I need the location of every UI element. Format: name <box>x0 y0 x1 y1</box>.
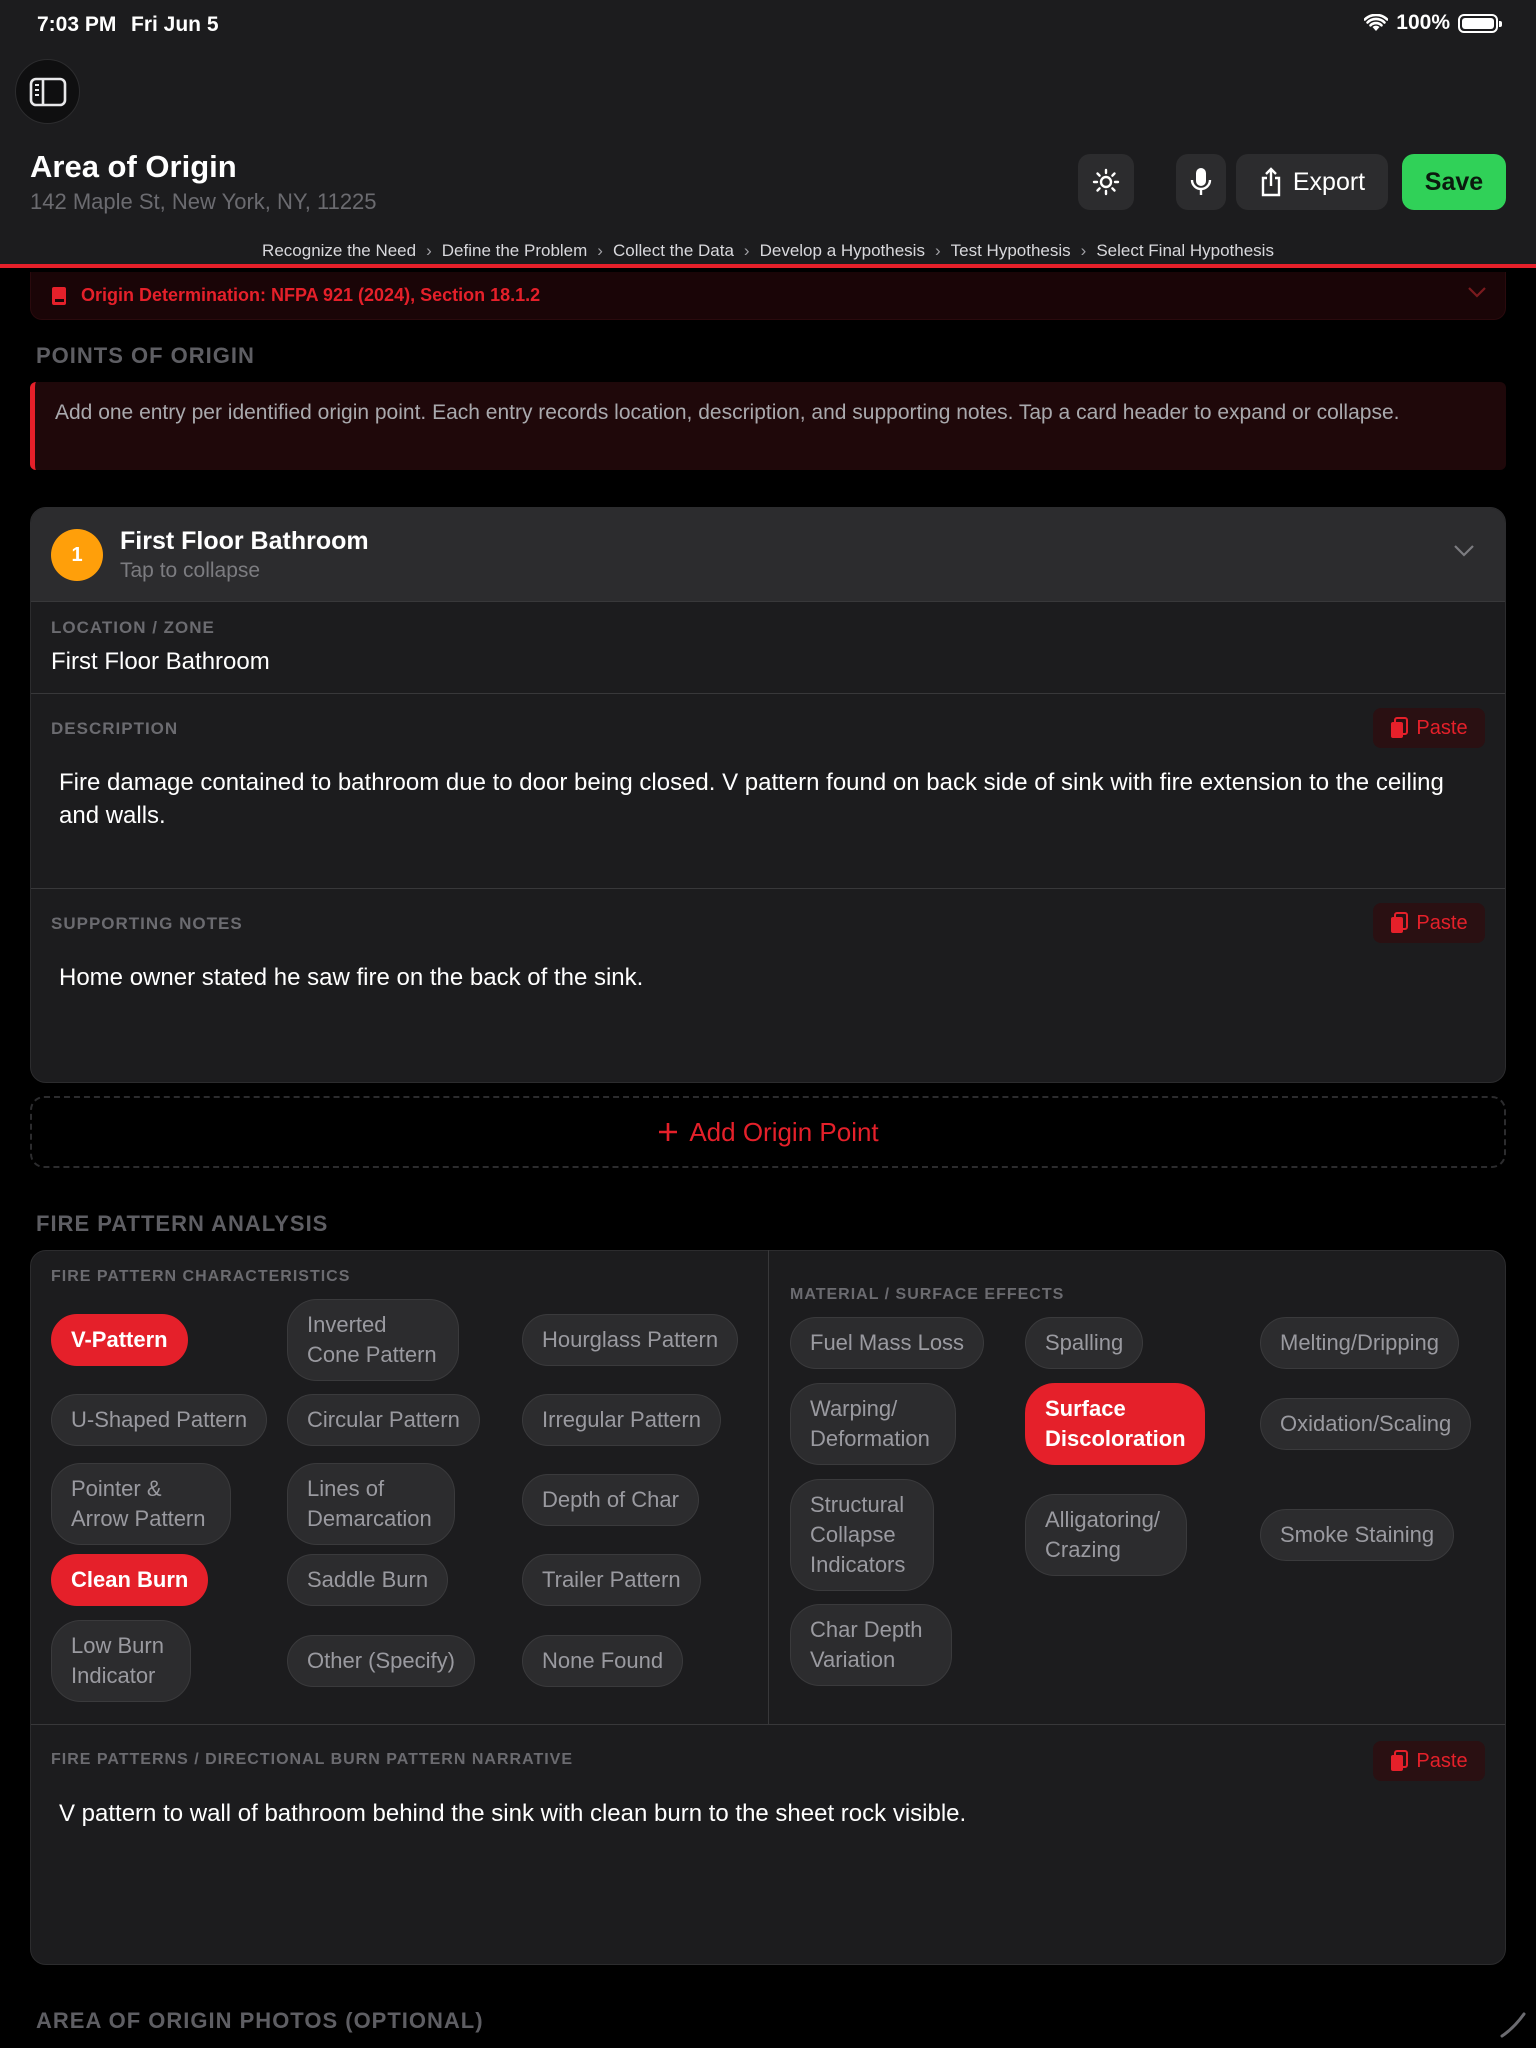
add-origin-label: Add Origin Point <box>689 1116 879 1147</box>
origin-card-title: First Floor Bathroom <box>120 527 369 555</box>
chip-pointer-arrow-pattern[interactable]: Pointer & Arrow Pattern <box>51 1463 231 1545</box>
chip-structural-collapse-indicators[interactable]: Structural Collapse Indicators <box>790 1479 934 1591</box>
add-origin-point-button[interactable] <box>30 1096 1506 1168</box>
clipboard-icon <box>1390 912 1408 934</box>
sun-icon <box>1092 168 1120 196</box>
divider <box>31 1724 1505 1725</box>
narrative-field[interactable]: V pattern to wall of bathroom behind the sink with clean burn to the sheet rock visible. <box>59 1800 967 1827</box>
book-icon <box>51 286 67 306</box>
paste-label: Paste <box>1416 716 1468 739</box>
chip-hourglass-pattern[interactable]: Hourglass Pattern <box>522 1314 738 1366</box>
chip-oxidation-scaling[interactable]: Oxidation/Scaling <box>1260 1398 1471 1450</box>
narrative-paste-button[interactable] <box>1373 1741 1485 1781</box>
chip-trailer-pattern[interactable]: Trailer Pattern <box>522 1554 701 1606</box>
origin-number-badge: 1 <box>51 529 103 581</box>
chip-depth-of-char[interactable]: Depth of Char <box>522 1474 699 1526</box>
chip-none-found[interactable]: None Found <box>522 1635 683 1687</box>
chip-warping-deformation[interactable]: Warping/ Deformation <box>790 1383 956 1465</box>
notes-paste-button[interactable] <box>1373 903 1485 943</box>
page-title: Area of Origin <box>30 149 237 184</box>
chip-spalling[interactable]: Spalling <box>1025 1317 1143 1369</box>
divider <box>31 693 1505 694</box>
chip-surface-discoloration[interactable]: Surface Discoloration <box>1025 1383 1205 1465</box>
location-field[interactable]: First Floor Bathroom <box>51 648 270 675</box>
citation-text: Origin Determination: NFPA 921 (2024), Section 18.1.2 <box>81 285 541 305</box>
paste-label: Paste <box>1416 911 1468 934</box>
chip-irregular-pattern[interactable]: Irregular Pattern <box>522 1394 721 1446</box>
origin-card-header[interactable] <box>31 508 1505 602</box>
chip-inverted-cone-pattern[interactable]: Inverted Cone Pattern <box>287 1299 459 1381</box>
supporting-notes-label: SUPPORTING NOTES <box>51 914 243 933</box>
supporting-notes-field[interactable]: Home owner stated he saw fire on the back of the sink. <box>59 964 644 991</box>
info-banner: Add one entry per identified origin point. Each entry records location, description, and supporting notes. Tap a card header to expand or collapse. <box>30 382 1506 470</box>
chip-smoke-staining[interactable]: Smoke Staining <box>1260 1509 1454 1561</box>
section-title-points-of-origin: POINTS OF ORIGIN <box>36 343 255 368</box>
chevron-down-icon <box>1467 286 1487 298</box>
chip-fuel-mass-loss[interactable]: Fuel Mass Loss <box>790 1317 984 1369</box>
chip-clean-burn[interactable]: Clean Burn <box>51 1554 208 1606</box>
breadcrumb-item[interactable]: Develop a Hypothesis <box>759 241 925 260</box>
export-button[interactable] <box>1236 154 1388 210</box>
clipboard-icon <box>1390 717 1408 739</box>
citation-bar[interactable] <box>30 272 1506 320</box>
sidebar-toggle-button[interactable] <box>15 59 80 124</box>
status-time: 7:03 PM <box>37 13 117 36</box>
chip-other-specify[interactable]: Other (Specify) <box>287 1635 475 1687</box>
description-paste-button[interactable] <box>1373 708 1485 748</box>
chip-u-shaped-pattern[interactable]: U-Shaped Pattern <box>51 1394 267 1446</box>
share-icon <box>1259 167 1283 197</box>
chip-circular-pattern[interactable]: Circular Pattern <box>287 1394 480 1446</box>
export-label: Export <box>1292 167 1366 196</box>
description-field[interactable]: Fire damage contained to bathroom due to door being closed. V pattern found on back side of sink with fire extension to the ceiling and walls. <box>59 769 1444 829</box>
battery-icon <box>1458 14 1498 33</box>
clipboard-icon <box>1390 1750 1408 1772</box>
microphone-button[interactable] <box>1176 154 1226 210</box>
wifi-icon <box>1364 14 1388 32</box>
column-divider <box>768 1250 769 1724</box>
section-title-photos: AREA OF ORIGIN PHOTOS (OPTIONAL) <box>36 2008 484 2033</box>
microphone-icon <box>1190 166 1212 198</box>
header <box>0 44 1536 268</box>
page-address: 142 Maple St, New York, NY, 11225 <box>30 189 377 214</box>
chip-char-depth-variation[interactable]: Char Depth Variation <box>790 1604 952 1686</box>
battery-percent: 100% <box>1396 11 1450 34</box>
section-title-fire-pattern: FIRE PATTERN ANALYSIS <box>36 1211 329 1236</box>
breadcrumb-item[interactable]: Recognize the Need <box>262 241 417 260</box>
scroll-indicator-icon <box>1498 2010 1528 2040</box>
chevron-down-icon <box>1453 544 1475 558</box>
characteristics-label: FIRE PATTERN CHARACTERISTICS <box>51 1268 351 1285</box>
chip-alligatoring-crazing[interactable]: Alligatoring/ Crazing <box>1025 1494 1187 1576</box>
status-bar <box>0 0 1536 44</box>
chip-melting-dripping[interactable]: Melting/Dripping <box>1260 1317 1459 1369</box>
description-label: DESCRIPTION <box>51 719 179 738</box>
sidebar-icon <box>29 77 67 107</box>
paste-label: Paste <box>1416 1749 1468 1772</box>
origin-point-card <box>30 507 1506 1083</box>
origin-card-subtitle: Tap to collapse <box>120 559 261 582</box>
status-right <box>1364 11 1498 35</box>
save-button[interactable]: Save <box>1402 154 1506 210</box>
narrative-label: FIRE PATTERNS / DIRECTIONAL BURN PATTERN NARRATIVE <box>51 1751 573 1768</box>
theme-toggle-button[interactable] <box>1078 154 1134 210</box>
breadcrumb-item[interactable]: Collect the Data <box>612 241 734 260</box>
material-label: MATERIAL / SURFACE EFFECTS <box>790 1286 1065 1303</box>
plus-icon <box>657 1121 679 1143</box>
breadcrumb-item[interactable]: Select Final Hypothesis <box>1096 241 1274 260</box>
divider <box>31 888 1505 889</box>
chip-lines-of-demarcation[interactable]: Lines of Demarcation <box>287 1463 455 1545</box>
chip-v-pattern[interactable]: V-Pattern <box>51 1314 188 1366</box>
breadcrumb-item[interactable]: Test Hypothesis <box>950 241 1071 260</box>
chip-low-burn-indicator[interactable]: Low Burn Indicator <box>51 1620 191 1702</box>
status-date: Fri Jun 5 <box>131 13 219 36</box>
location-label: LOCATION / ZONE <box>51 618 215 637</box>
breadcrumb: Recognize the Need › Define the Problem › Collect the Data › Develop a Hypothesis › Test Hypothesis › Select Final Hypothesis <box>262 241 1274 260</box>
breadcrumb-item[interactable]: Define the Problem <box>441 241 588 260</box>
chip-saddle-burn[interactable]: Saddle Burn <box>287 1554 448 1606</box>
